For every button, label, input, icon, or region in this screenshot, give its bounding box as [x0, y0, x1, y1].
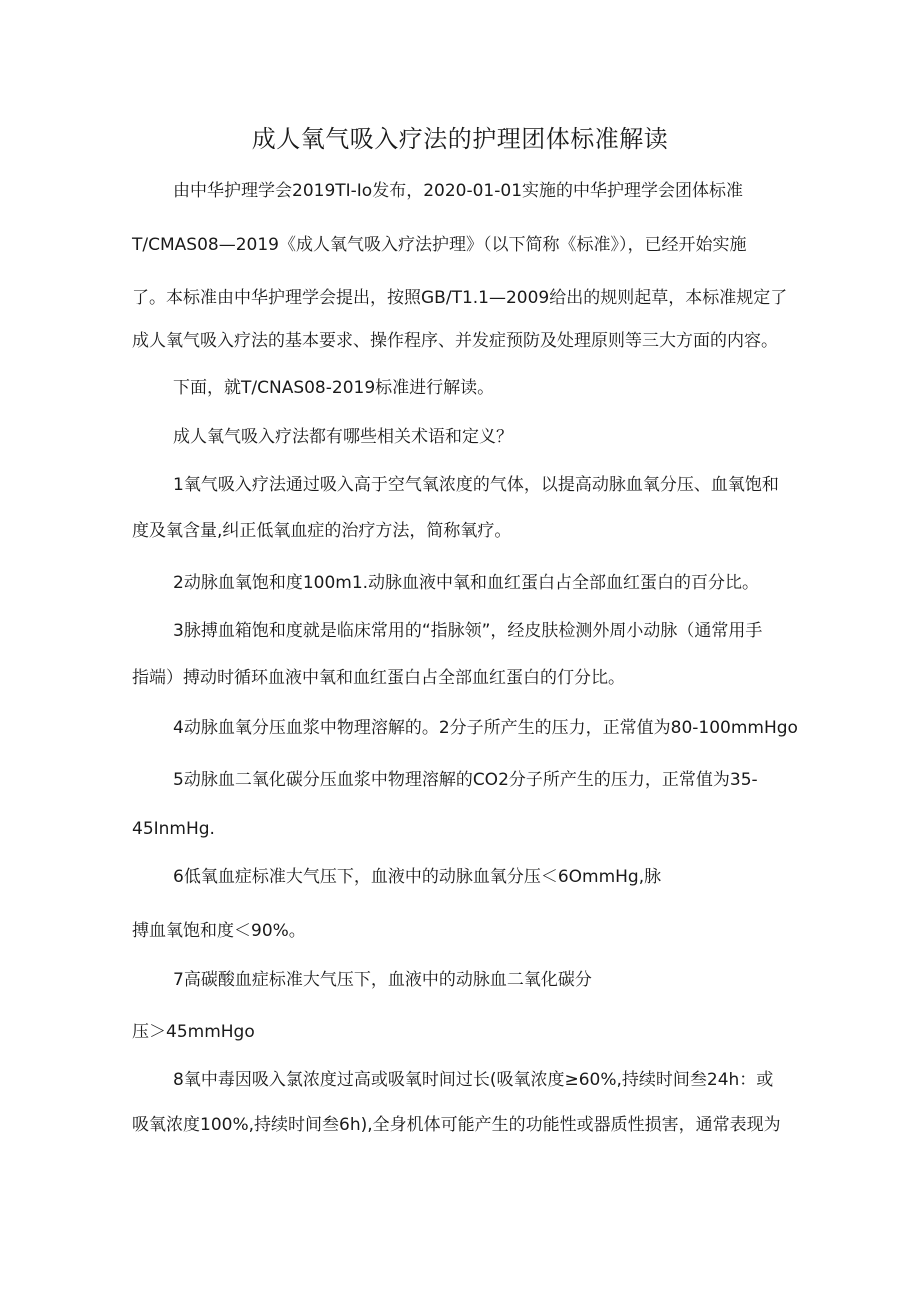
paragraph-intro-line-4: 成人氧气吸入疗法的基本要求、操作程序、并发症预防及处理原则等三大方面的内容。: [132, 331, 778, 351]
term-1-line-2: 度及氧含量,纠正低氧血症的治疗方法，简称氧疗。: [132, 521, 512, 541]
paragraph-intro-line-1: 由中华护理学会2019TI-Io发布，2020-01-01实施的中华护理学会团体标准: [173, 181, 744, 201]
term-7-line-1: 7高碳酸血症标准大气压下，血液中的动脉血二氧化碳分: [173, 970, 592, 990]
term-3-line-1: 3脉搏血箱饱和度就是临床常用的“指脉领”，经皮肤检测外周小动脉（通常用手: [173, 621, 763, 641]
term-2: 2动脉血氧饱和度100m1.动脉血液中氧和血红蛋白占全部血红蛋白的百分比。: [173, 573, 760, 593]
term-8-line-1: 8氧中毒因吸入氯浓度过高或吸氧时间过长(吸氧浓度≥60%,持续时间叁24h：或: [173, 1070, 774, 1090]
document-title: 成人氧气吸入疗法的护理团体标准解读: [251, 125, 669, 153]
paragraph-intro-line-2: T/CMAS08—2019《成人氧气吸入疗法护理》（以下简称《标准》），已经开始实施: [132, 235, 747, 255]
term-5-line-2: 45InmHg.: [132, 819, 215, 839]
term-6-line-2: 搏血氧饱和度＜90%。: [132, 921, 306, 941]
paragraph-intro-line-3: 了。本标准由中华护理学会提出，按照GB/T1.1—2009给出的规则起草，本标准规定了: [132, 288, 788, 308]
term-4: 4动脉血氧分压血浆中物理溶解的。2分子所产生的压力，正常值为80-100mmHgo: [173, 718, 798, 738]
paragraph-interpretation: 下面，就T/CNAS08-2019标准进行解读。: [173, 378, 495, 398]
term-1-line-1: 1氧气吸入疗法通过吸入高于空气氧浓度的气体，以提高动脉血氧分压、血氧饱和: [173, 475, 779, 495]
term-3-line-2: 指端）搏动时循环血液中氧和血红蛋白占全部血红蛋白的仃分比。: [132, 668, 625, 688]
term-7-line-2: 压＞45mmHgo: [132, 1022, 255, 1042]
term-6-line-1: 6低氧血症标准大气压下，血液中的动脉血氧分压＜6OmmHg,脉: [173, 867, 662, 887]
term-8-line-2: 吸氧浓度100%,持续时间叁6h),全身机体可能产生的功能性或器质性损害，通常表现为: [132, 1115, 781, 1135]
term-5-line-1: 5动脉血二氧化碳分压血浆中物理溶解的CO2分子所产生的压力，正常值为35-: [173, 770, 758, 790]
paragraph-question: 成人氧气吸入疗法都有哪些相关术语和定义？: [173, 427, 513, 447]
